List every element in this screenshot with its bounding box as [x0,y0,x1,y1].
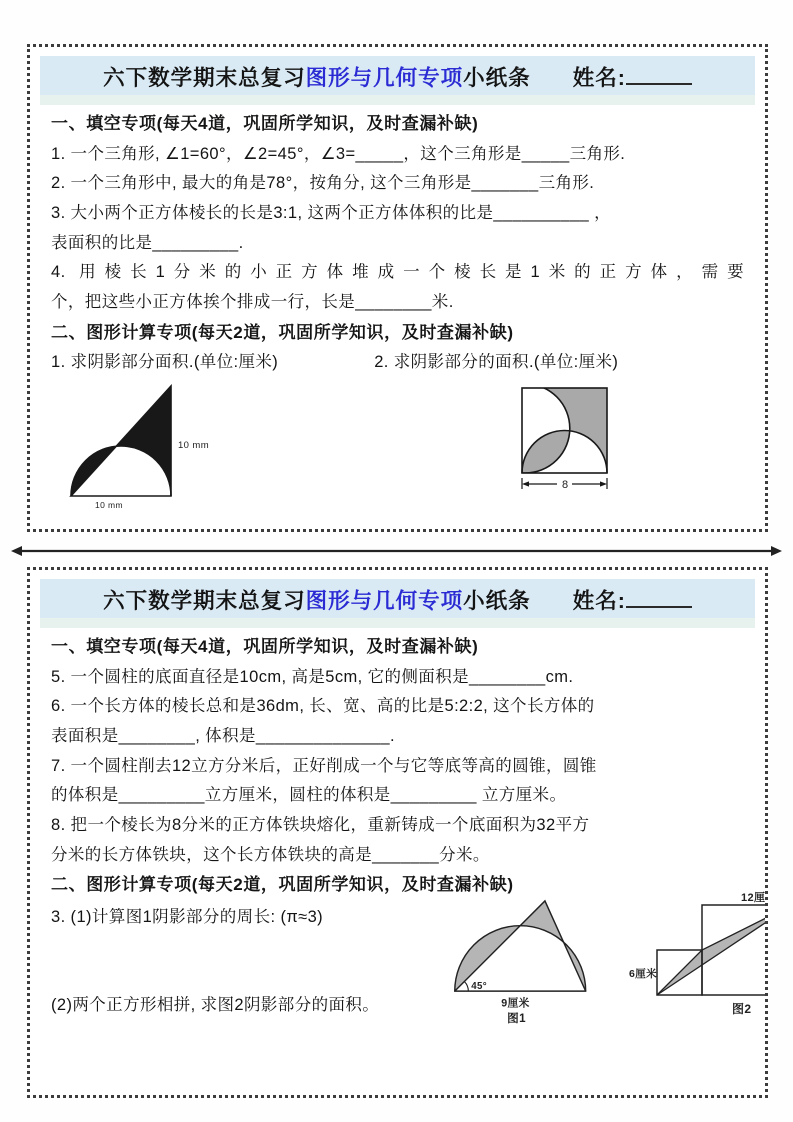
name-blank-line [626,63,692,85]
question-line: 3. 大小两个正方体棱长的长是3:1, 这两个正方体体积的比是__________ ， [51,203,611,222]
calc-item-2: 2. 求阴影部分的面积.(单位:厘米) [374,353,619,372]
header-underband [40,95,755,105]
worksheet-header [40,579,755,618]
separator-arrow-right [771,546,782,556]
question-line: 8. 把一个棱长为8分米的正方体铁块熔化，重新铸成一个底面积为32平方 [51,816,590,835]
figure-caption: 图2 [732,1002,752,1016]
height-dimension-label: 10 mm [178,440,210,451]
arrowhead-right [600,481,607,486]
shaded-peak-region [520,901,585,991]
title-part-black2: 小纸条 [463,589,531,613]
question-line: 5. 一个圆柱的底面直径是10cm, 高是5cm, 它的侧面积是________cm. [51,667,574,686]
title-part-blue: 图形与几何专项 [305,66,464,90]
section2-heading: 二、图形计算专项(每天2道，巩固所学知识，及时查漏补缺) [51,875,514,895]
arrowhead-left [522,481,529,486]
name-blank-line [626,586,692,608]
worksheet-content [40,628,777,1083]
question-3-part2: (2)两个正方形相拼, 求图2阴影部分的面积。 [51,996,380,1014]
question-line: 6. 一个长方体的棱长总和是36dm, 长、宽、高的比是5:2:2, 这个长方体的 [51,697,595,716]
figures-row [69,384,744,514]
left-dimension-label: 6厘米 [629,968,658,980]
header-underband [40,618,755,628]
question-line: 表面积的比是_________. [51,233,244,252]
title-part-black2: 小纸条 [463,66,531,90]
base-dimension-label: 9厘米 [501,997,530,1010]
calc-items-row [51,348,744,378]
base-dimension-label: 10 mm [95,500,123,510]
section2-heading: 二、图形计算专项(每天2道，巩固所学知识，及时查漏补缺) [51,322,514,342]
figure-caption: 图1 [507,1012,526,1026]
worksheet-header [40,56,755,95]
question-line: 1. 一个三角形, ∠1=60°，∠2=45°，∠3=_____，这个三角形是_____三角形. [51,144,626,163]
square-circles-figure [512,386,632,498]
question-line: 分米的长方体铁块，这个长方体铁块的高是_______分米。 [51,845,490,864]
question-line: 7. 一个圆柱削去12立方分米后，正好削成一个与它等底等高的圆锥，圆锥 [51,756,597,775]
title-part-black1: 六下数学期末总复习 [103,589,306,613]
triangle-semicircle-figure [69,384,284,514]
title-part-black1: 六下数学期末总复习 [103,66,306,90]
section1-heading: 一、填空专项(每天4道，巩固所学知识，及时查漏补缺) [51,637,479,656]
angle-label: 45° [471,981,488,993]
separator-arrow-left [11,546,22,556]
worksheet-content [40,105,755,514]
question-line: 2. 一个三角形中, 最大的角是78°，按角分, 这个三角形是_______三角形. [51,174,595,193]
worksheet-bottom [27,567,777,1098]
calc-area [51,892,777,1083]
top-dimension-label: 12厘米 [741,892,777,904]
side-dimension-label: 8 [562,479,569,491]
question-line: 个，把这些小正方体挨个排成一行，长是________米. [51,293,454,312]
figure-1-semicircle-45 [447,897,607,1029]
section1-heading: 一、填空专项(每天4道，巩固所学知识，及时查漏补缺) [51,114,479,133]
worksheet-top [27,44,768,532]
square-figure-wrap [512,386,632,509]
cut-line-double-arrow [10,542,783,560]
name-label: 姓名: [572,66,626,90]
figure-2-two-squares [629,891,777,1017]
title-part-blue: 图形与几何专项 [305,589,464,613]
question-line: 表面积是________, 体积是______________. [51,726,395,745]
calc-item-1: 1. 求阴影部分面积.(单位:厘米) [51,353,279,372]
name-label: 姓名: [572,589,626,613]
question-line: 4. 用棱长1分米的小正方体堆成一个棱长是1米的正方体，需要 [51,263,744,282]
question-line: 的体积是_________立方厘米，圆柱的体积是_________ 立方厘米。 [51,786,567,805]
question-3-part1: 3. (1)计算图1阴影部分的周长: (π≈3) [51,908,324,926]
shaded-wedge [116,386,171,496]
angle-arc [464,982,468,992]
